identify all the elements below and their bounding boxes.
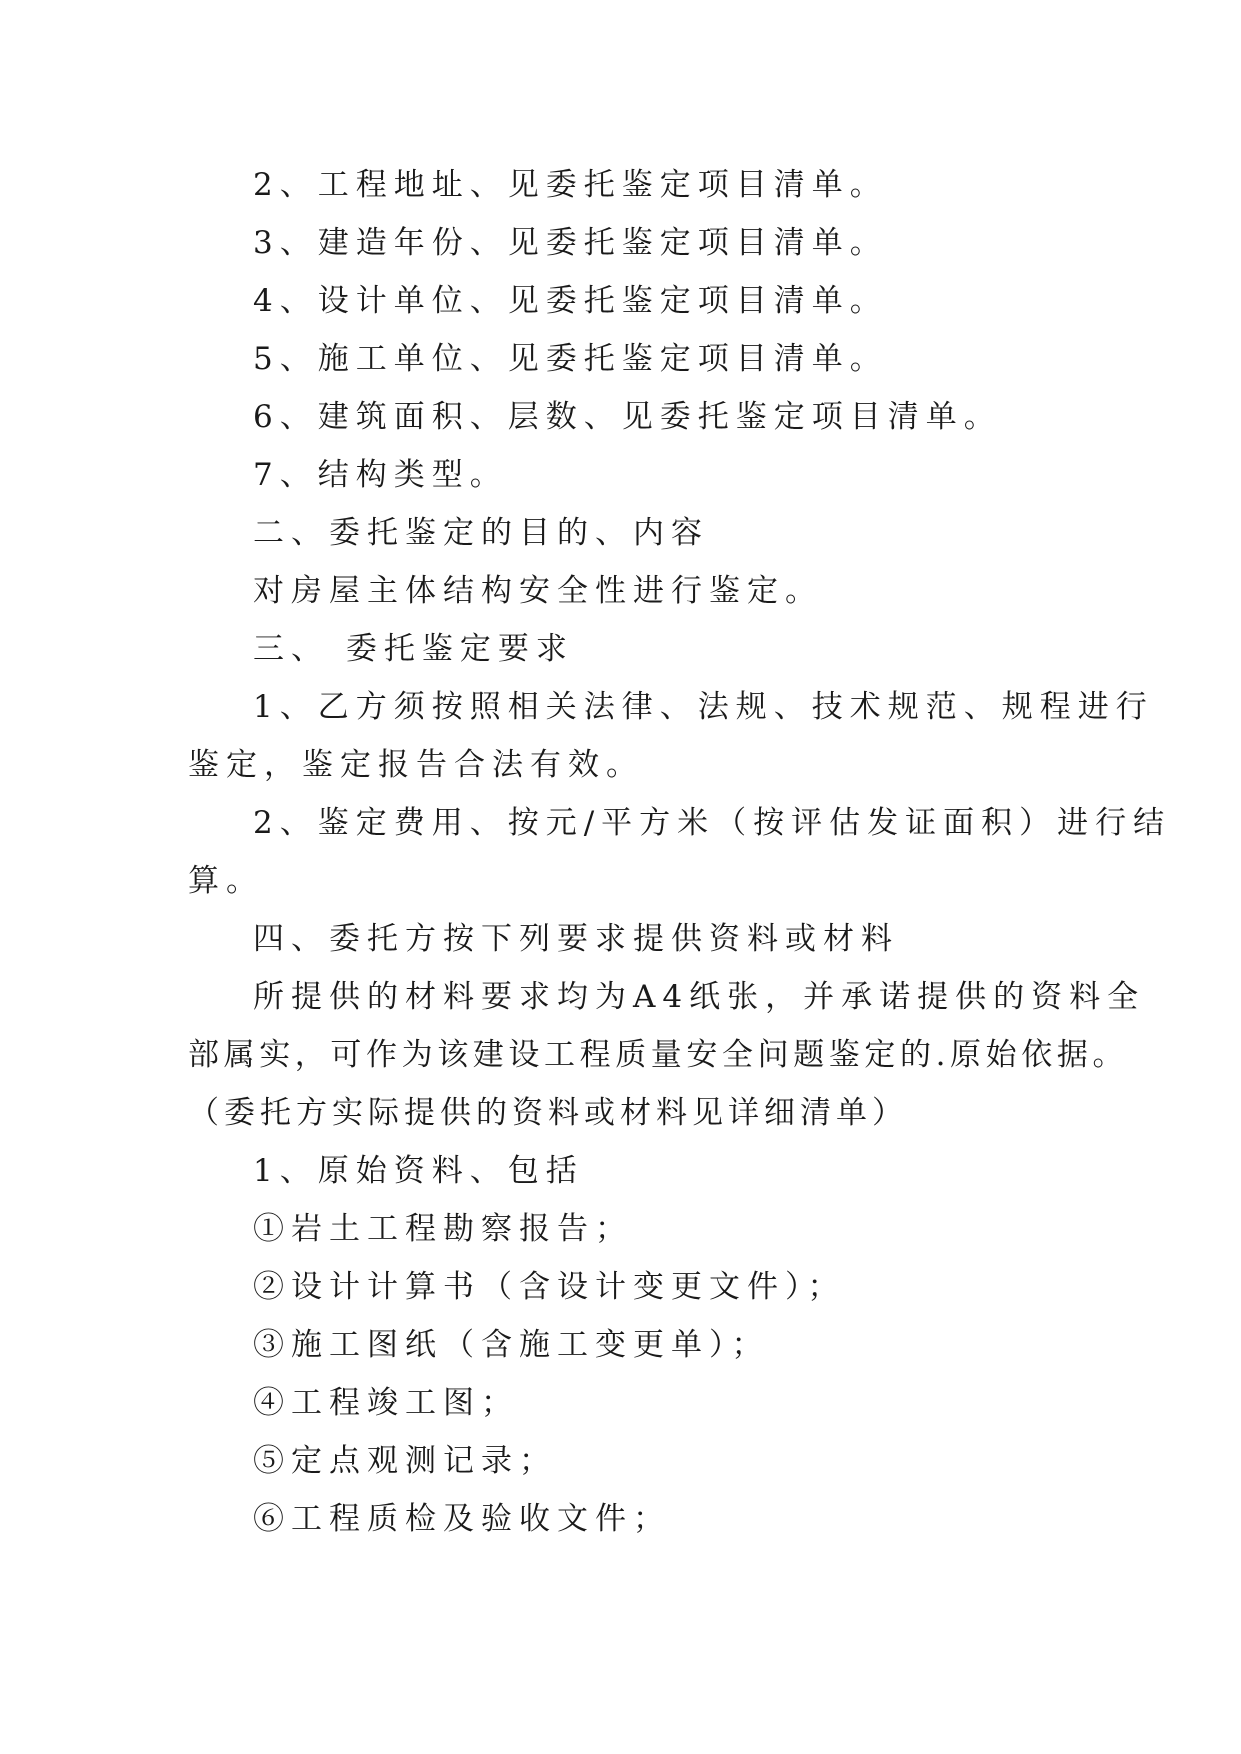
paragraph-purpose: 对房屋主体结构安全性进行鉴定。 — [253, 573, 823, 609]
item-address: 2、工程地址、见委托鉴定项目清单。 — [253, 167, 888, 203]
list-item: ⑤定点观测记录； — [253, 1443, 557, 1479]
list-item: ①岩土工程勘察报告； — [253, 1211, 633, 1247]
materials-paragraph-line-1: 所提供的材料要求均为A4纸张，并承诺提供的资料全 — [253, 979, 1146, 1015]
list-item: ④工程竣工图； — [253, 1385, 519, 1421]
section-heading-purpose: 二、委托鉴定的目的、内容 — [253, 515, 709, 551]
requirement-1-line-2: 鉴定，鉴定报告合法有效。 — [188, 747, 644, 783]
item-construction-unit: 5、施工单位、见委托鉴定项目清单。 — [253, 341, 888, 377]
list-item: ③施工图纸（含施工变更单）； — [253, 1327, 770, 1363]
item-area-floors: 6、建筑面积、层数、见委托鉴定项目清单。 — [253, 399, 1002, 435]
list-item: ⑥工程质检及验收文件； — [253, 1501, 671, 1537]
materials-paragraph-line-2: 部属实，可作为该建设工程质量安全问题鉴定的.原始依据。 — [188, 1037, 1129, 1073]
requirement-2-line-2: 算。 — [188, 863, 264, 899]
item-design-unit: 4、设计单位、见委托鉴定项目清单。 — [253, 283, 888, 319]
materials-paragraph-line-3: （委托方实际提供的资料或材料见详细清单） — [188, 1095, 908, 1131]
item-structure-type: 7、结构类型。 — [253, 457, 508, 493]
requirement-1-line-1: 1、乙方须按照相关法律、法规、技术规范、规程进行 — [253, 689, 1154, 725]
section-heading-materials: 四、委托方按下列要求提供资料或材料 — [253, 921, 899, 957]
item-build-year: 3、建造年份、见委托鉴定项目清单。 — [253, 225, 888, 261]
requirement-2-line-1: 2、鉴定费用、按元/平方米（按评估发证面积）进行结 — [253, 805, 1172, 841]
section-heading-requirements: 三、 委托鉴定要求 — [253, 631, 574, 667]
subsection-original-materials: 1、原始资料、包括 — [253, 1153, 584, 1189]
list-item: ②设计计算书（含设计变更文件）； — [253, 1269, 846, 1305]
